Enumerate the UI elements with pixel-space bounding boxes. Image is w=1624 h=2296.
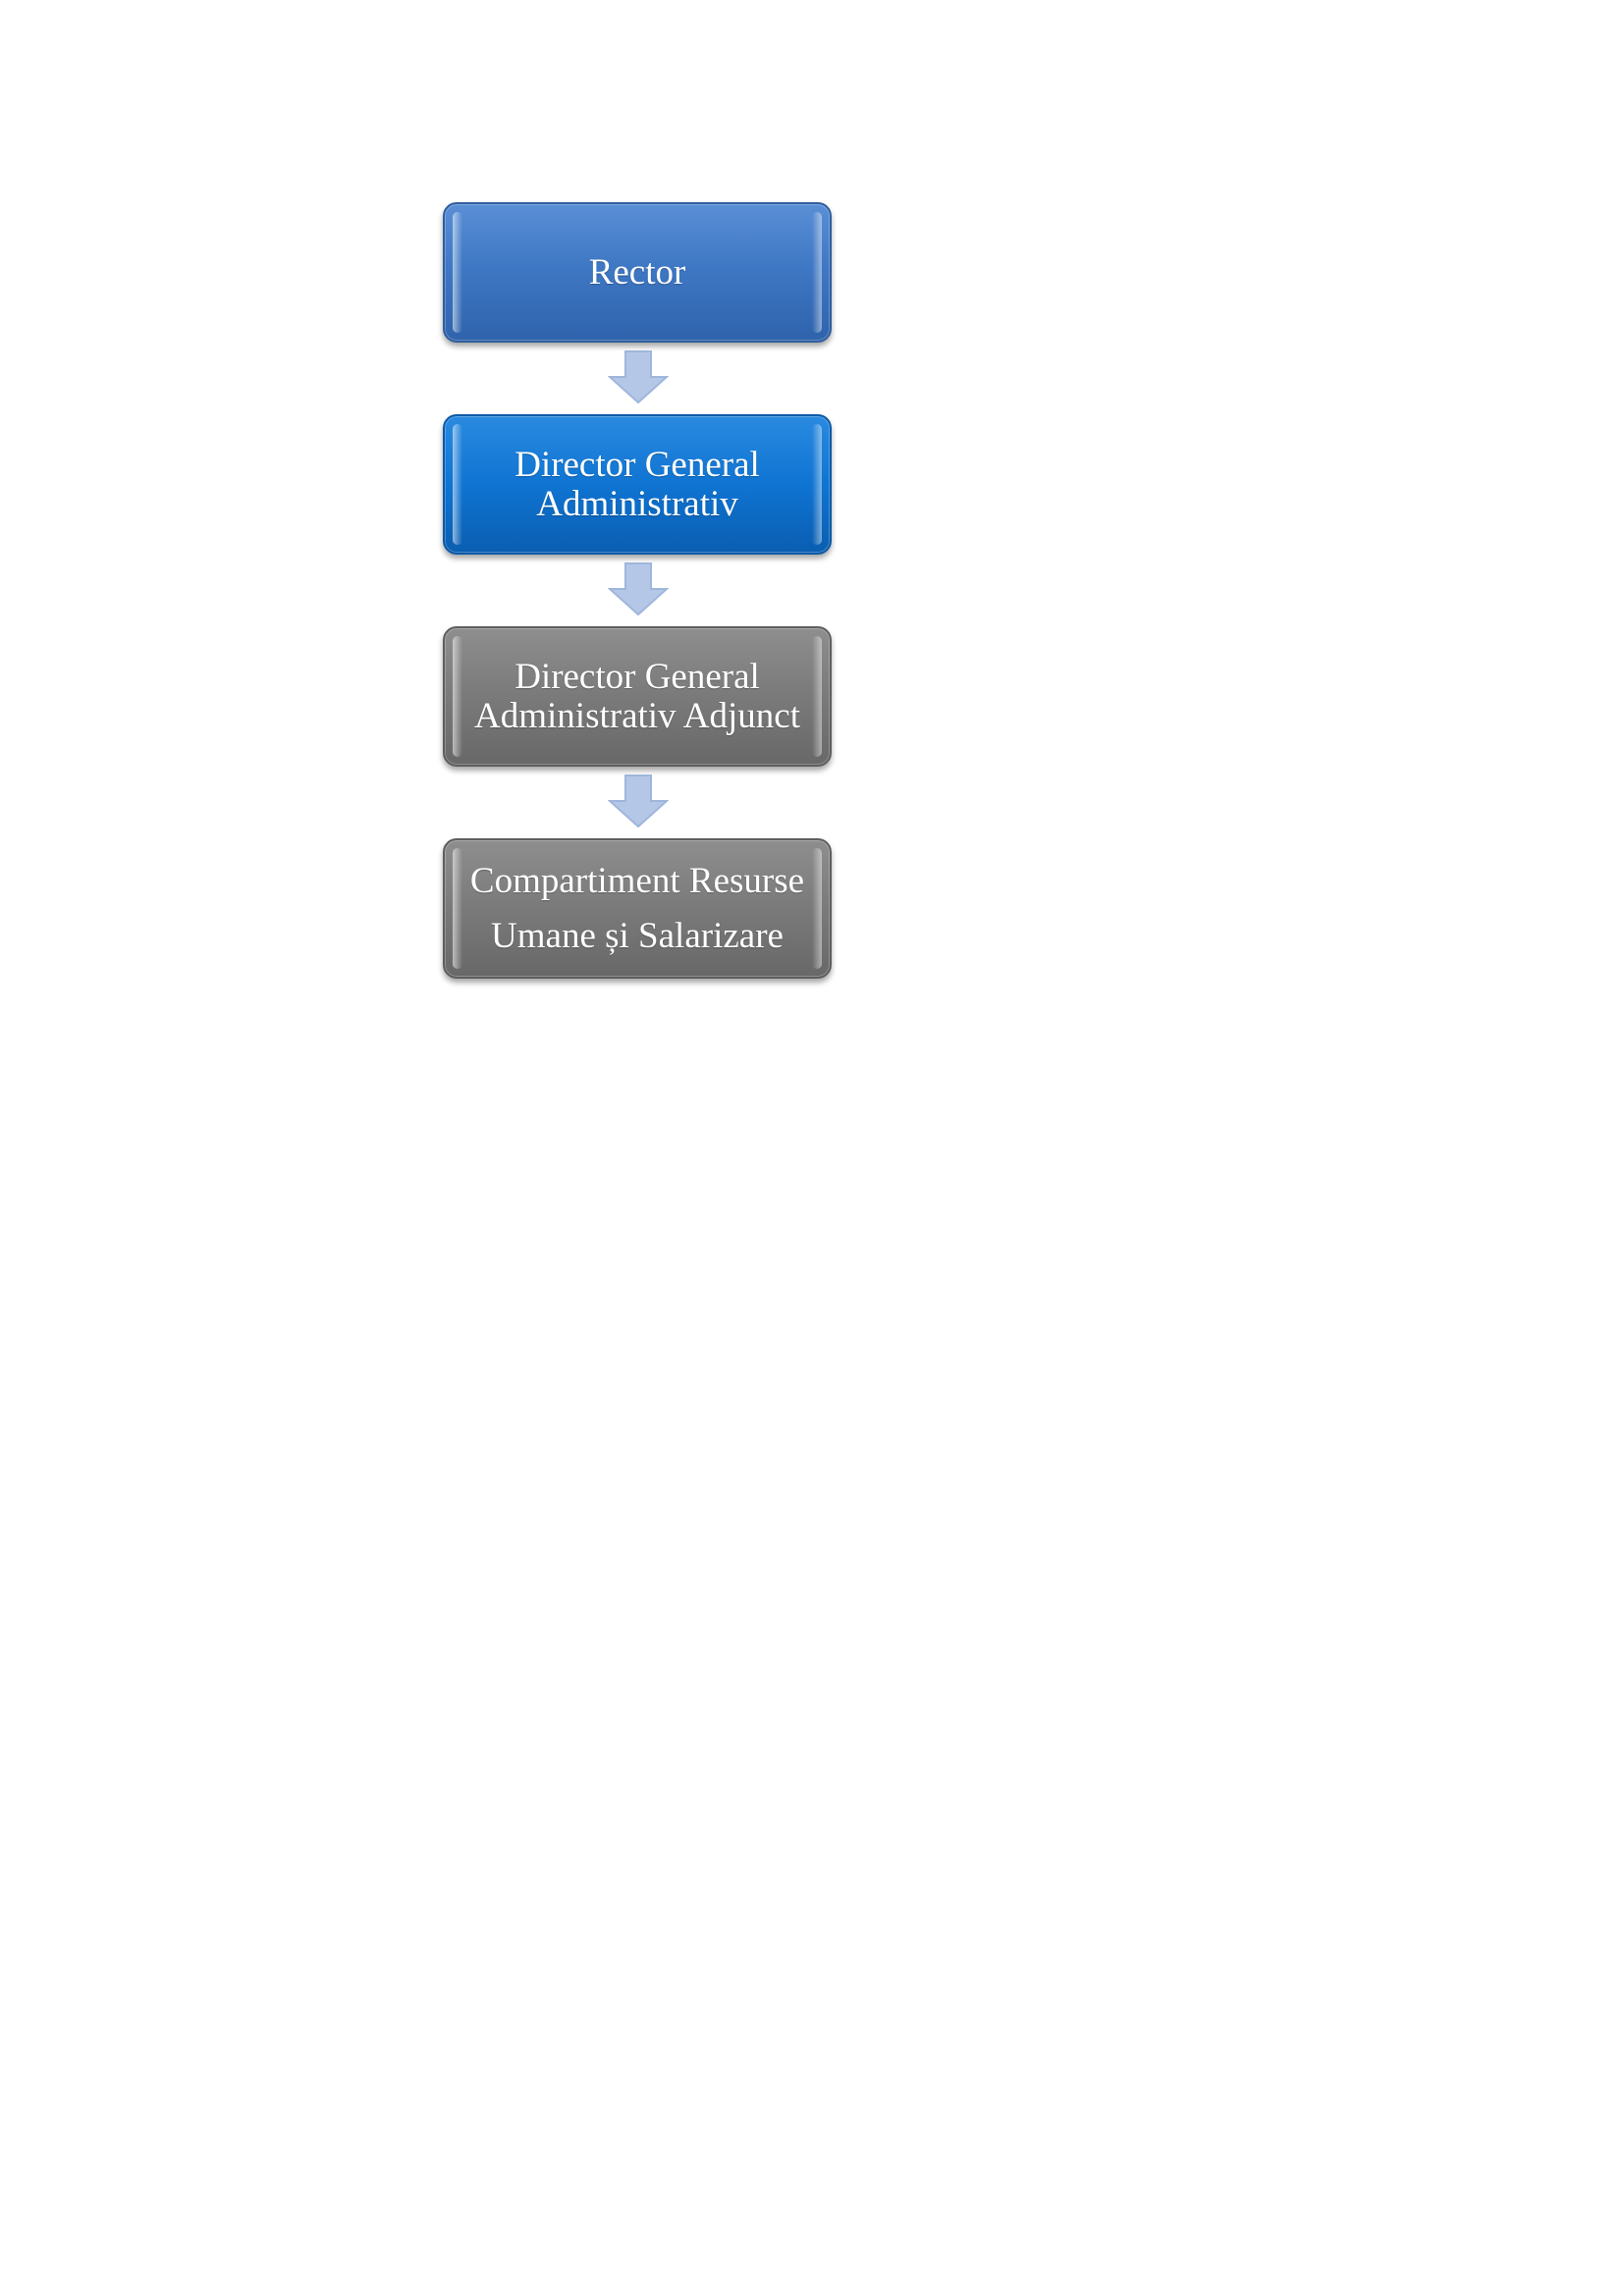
arrow-down-icon bbox=[608, 349, 669, 404]
node-compartiment-label: Compartiment Resurse Umane și Salarizare bbox=[469, 860, 805, 956]
node-rector-label: Rector bbox=[588, 251, 686, 293]
node-rector bbox=[443, 202, 832, 343]
arrow-down-icon bbox=[608, 774, 669, 828]
node-compartiment bbox=[443, 838, 832, 979]
arrow-down-icon bbox=[608, 561, 669, 616]
node-director-general-label: Director General Administrativ bbox=[514, 444, 760, 524]
node-director-general bbox=[443, 414, 832, 555]
node-director-adjunct-label: Director General Administrativ Adjunct bbox=[474, 656, 800, 736]
node-director-adjunct bbox=[443, 626, 832, 767]
